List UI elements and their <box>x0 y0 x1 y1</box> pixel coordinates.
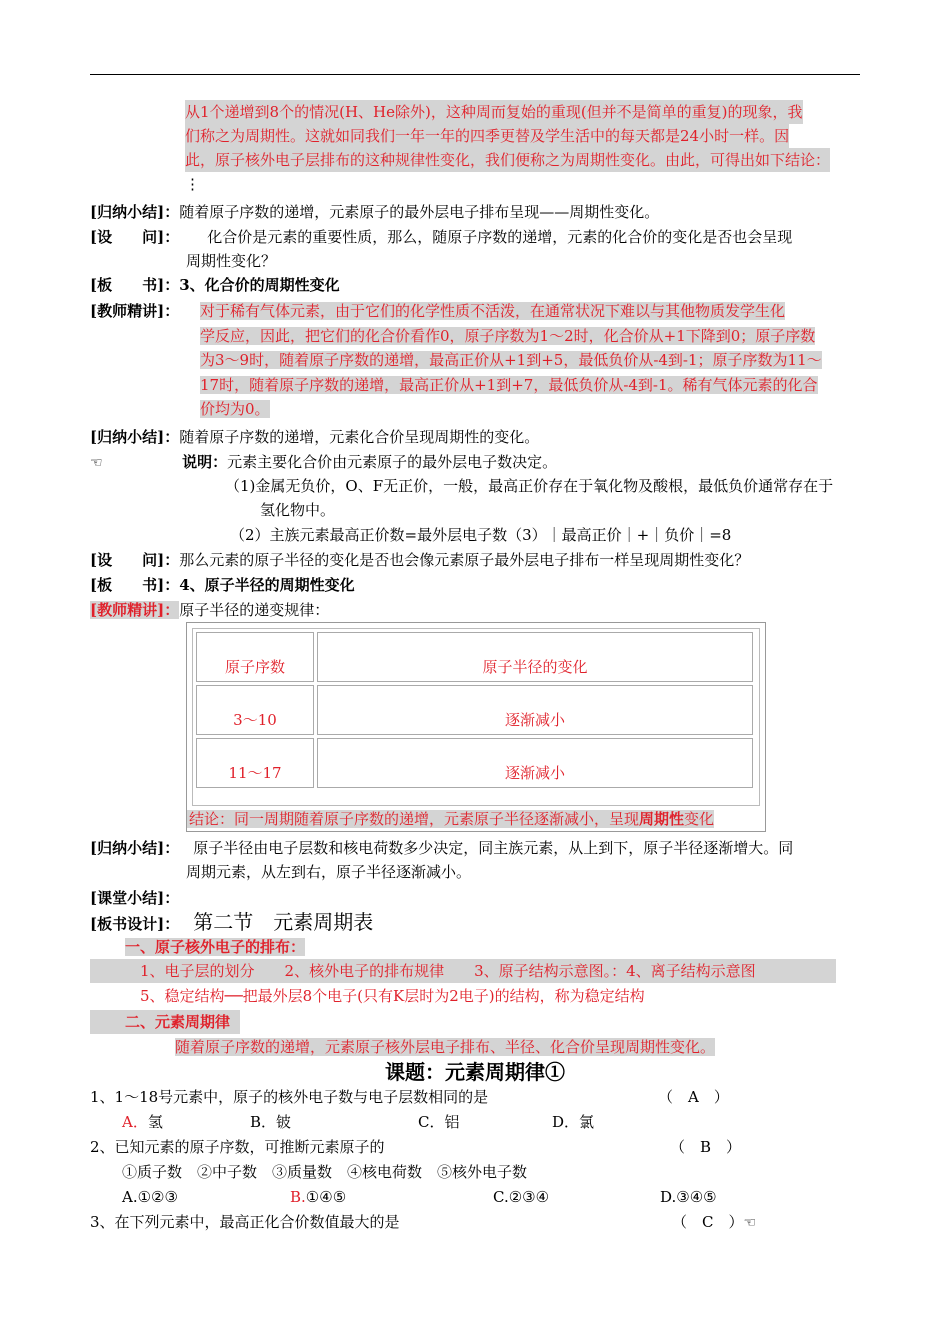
summary-text: 随着原子序数的递增，元素化合价呈现周期性的变化。 <box>179 428 540 446</box>
question-answer: （ B ） <box>670 1138 742 1156</box>
option: B．铍 <box>250 1113 292 1131</box>
intro-line: 此，原子核外电子层排布的这种规律性变化，我们便称之为周期性变化。由此，可得出如下结论： <box>185 148 830 172</box>
question-answer: （ C ）☜ <box>672 1213 757 1231</box>
option: A.①②③ <box>122 1188 178 1206</box>
section-label: [教师精讲]： <box>90 601 180 619</box>
note-item: （1)金属无负价，O、F无正价，一般，最高正价存在于氧化物及酸根，最低负价通常存在于 <box>225 477 834 495</box>
section-label: [课堂小结]： <box>90 889 180 907</box>
radius-table <box>186 622 766 832</box>
section-label: [归纳小结]： <box>90 839 180 857</box>
question-text: 化合价是元素的重要性质，那么，随原子序数的递增，元素的化合价的变化是否也会呈现 <box>207 228 793 246</box>
question-row <box>90 225 792 249</box>
teacher-text: 原子半径的递变规律： <box>179 601 330 619</box>
section-label: [归纳小结]： <box>90 428 180 446</box>
table-cell: 逐渐减小 <box>317 685 753 735</box>
teacher-line: 对于稀有气体元素，由于它们的化学性质不活泼，在通常状况下难以与其他物质发学生化 <box>200 302 786 320</box>
board-row <box>90 273 340 297</box>
teacher-line: 学反应，因此，把它们的化合价看作0，原子序数为1～2时，化合价从+1下降到0；原子序数 <box>200 326 816 345</box>
table-conclusion <box>187 807 765 831</box>
question-row <box>90 548 749 572</box>
board-heading: 3、化合价的周期性变化 <box>179 276 340 294</box>
table-header-cell: 原子半径的变化 <box>317 632 753 682</box>
summary-row <box>90 200 659 224</box>
option: C．铝 <box>418 1113 460 1131</box>
summary-row <box>90 836 793 860</box>
quiz-title: 课题：元素周期律① <box>385 1060 565 1084</box>
radius-table-frame <box>192 628 760 806</box>
option: C.②③④ <box>493 1188 550 1206</box>
board-design-row <box>90 910 373 936</box>
class-summary-row <box>90 886 179 910</box>
summary-text: 原子半径由电子层数和核电荷数多少决定，同主族元素，从上到下，原子半径逐渐增大。同 <box>193 839 794 857</box>
section-label: [板书设计]： <box>90 915 180 933</box>
option: D．氯 <box>552 1113 595 1131</box>
summary-text: 随着原子序数的递增，元素原子的最外层电子排布呈现——周期性变化。 <box>179 203 660 221</box>
option: A．氢 <box>122 1113 163 1131</box>
header-rule <box>90 74 860 75</box>
board-heading-2: 二、元素周期律 <box>90 1010 240 1034</box>
hand-pointer-icon: ☜ <box>90 455 103 471</box>
hand-pointer-icon: ☜ <box>743 1215 757 1231</box>
section-label: [设 问]： <box>90 551 180 569</box>
table-header-cell: 原子序数 <box>196 632 314 682</box>
table-cell: 3～10 <box>196 685 314 735</box>
conclusion-emphasis: 周期性 <box>639 810 685 828</box>
question-answer: （ A ） <box>658 1088 729 1106</box>
question-stem: 2、已知元素的原子序数，可推断元素原子的 <box>90 1138 385 1156</box>
teacher-paragraph <box>200 299 822 422</box>
note-item: （2）主族元素最高正价数=最外层电子数（3）｜最高正价｜+｜负价｜=8 <box>230 526 732 544</box>
section-label: [教师精讲]： <box>90 302 180 320</box>
question-items: ①质子数 ②中子数 ③质量数 ④核电荷数 ⑤核外电子数 <box>122 1163 528 1181</box>
note-text: 元素主要化合价由元素原子的最外层电子数决定。 <box>227 453 558 471</box>
teacher-line: 价均为0。 <box>200 400 270 418</box>
intro-line: ⋮ <box>185 175 200 193</box>
board-title: 第二节 元素周期表 <box>193 910 374 934</box>
intro-line: 们称之为周期性。这就如同我们一年一年的四季更替及学生活中的每天都是24小时一样。因 <box>185 124 789 148</box>
section-label: [归纳小结]： <box>90 203 180 221</box>
board-line: 5、稳定结构──把最外层8个电子(只有K层时为2电子)的结构，称为稳定结构 <box>140 987 645 1005</box>
teacher-row <box>90 598 329 622</box>
question-stem: 1、1～18号元素中，原子的核外电子数与电子层数相同的是 <box>90 1088 489 1106</box>
question-text: 那么元素的原子半径的变化是否也会像元素原子最外层电子排布一样呈现周期性变化？ <box>179 551 750 569</box>
intro-line: 从1个递增到8个的情况(H、He除外)，这种周而复始的重现(但并不是简单的重复)的现象，我 <box>185 100 803 124</box>
board-line: 1、电子层的划分 2、核外电子的排布规律 3、原子结构示意图。：4、离子结构示意图 <box>90 959 836 983</box>
note-item-cont: 氢化物中。 <box>260 501 336 519</box>
table-cell: 11～17 <box>196 738 314 788</box>
table-cell: 逐渐减小 <box>317 738 753 788</box>
option: B.①④⑤ <box>290 1188 347 1206</box>
summary-row <box>90 425 539 449</box>
board-heading: 4、原子半径的周期性变化 <box>179 576 355 594</box>
summary-text-cont: 周期元素，从左到右，原子半径逐渐减小。 <box>186 863 472 881</box>
section-label: [板 书]： <box>90 276 180 294</box>
teacher-line: 为3～9时，随着原子序数的递增，最高正价从+1到+5，最低负价从-4到-1；原子序数为11～ <box>200 351 822 369</box>
section-label: [设 问]： <box>90 228 180 246</box>
section-label: [板 书]： <box>90 576 180 594</box>
question-stem: 3、在下列元素中，最高正化合价数值最大的是 <box>90 1213 400 1231</box>
conclusion-text: 结论：同一周期随着原子序数的递增，元素原子半径逐渐减小，呈现 <box>189 810 640 828</box>
note-label: 说明： <box>182 453 228 471</box>
question-text-cont: 周期性变化？ <box>186 252 277 270</box>
conclusion-text: 变化 <box>684 810 715 828</box>
board-row <box>90 573 355 597</box>
teacher-row <box>90 299 179 323</box>
board-heading-1: 一、原子核外电子的排布： <box>125 938 306 956</box>
board-line: 随着原子序数的递增，元素原子核外层电子排布、半径、化合价呈现周期性变化。 <box>175 1038 716 1056</box>
intro-paragraph <box>185 100 830 196</box>
option: D.③④⑤ <box>660 1188 717 1206</box>
note-row <box>90 450 557 475</box>
teacher-line: 17时，随着原子序数的递增，最高正价从+1到+7，最低负价从-4到-1。稀有气体元素的化合 <box>200 375 818 394</box>
